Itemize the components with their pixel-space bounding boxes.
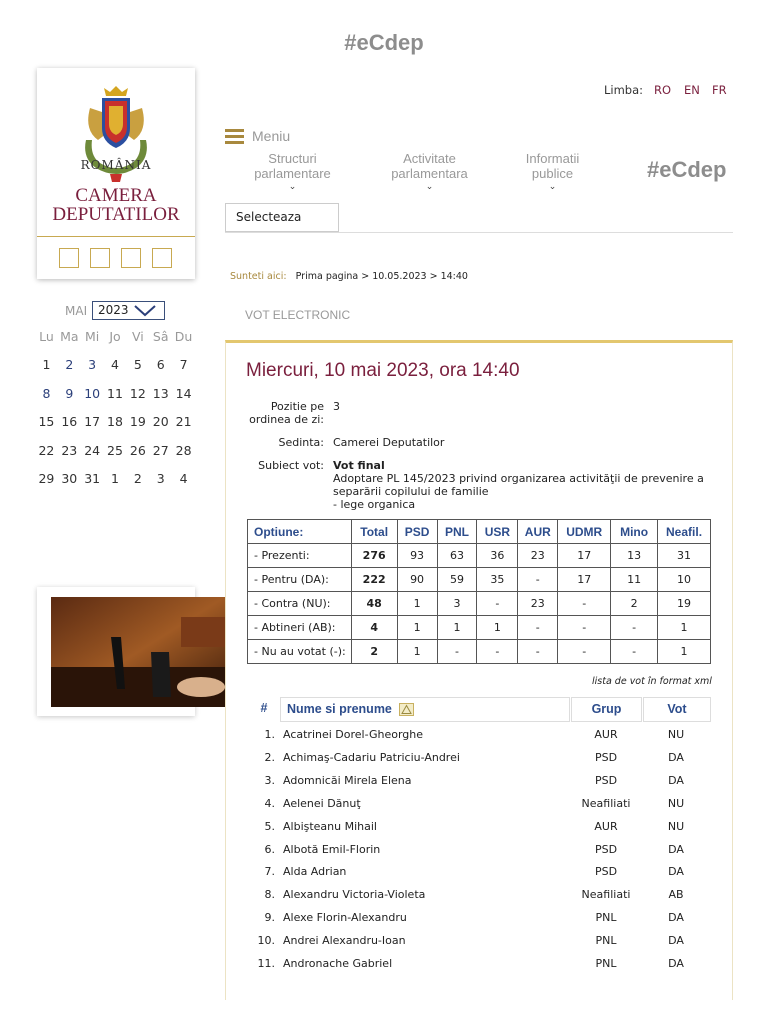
results-header-row [248,520,711,544]
voter-row [250,911,720,934]
chamber-name-line1: CAMERA [75,185,157,206]
weekday-label: Ma [60,328,79,344]
results-row-label: - Nu au votat (-): [248,640,352,664]
nav-item-line2: publice [531,166,574,181]
voter-vote: NU [667,728,685,741]
chevron-down-icon: ⌄ [425,181,434,191]
nav-item-line1: Structuri [268,151,317,166]
results-header-cell: PNL [437,520,477,544]
nav-item-informatii[interactable] [505,151,600,191]
calendar-day: 7 [179,357,188,373]
voter-group: PNL [595,957,617,970]
weekday-label: Du [174,328,193,344]
results-cell: 1 [397,640,437,664]
voter-number: 4. [264,796,275,810]
calendar-day: 19 [129,414,146,430]
results-header-cell: USR [477,520,518,544]
position-value: 3 [333,400,340,413]
calendar-day: 4 [179,471,188,487]
calendar-day: 6 [156,357,165,373]
voter-vote: DA [668,773,684,787]
results-cell: 31 [658,544,711,568]
voter-group: Neafiliati [581,888,631,902]
language-ro[interactable]: RO [654,83,672,97]
voter-vote: DA [668,934,684,948]
results-cell: 13 [611,544,658,568]
subject-type: - lege organica [333,498,416,511]
weekday-label: Jo [109,328,121,344]
results-cell: 3 [437,592,477,616]
results-cell: - [611,616,658,640]
year-select[interactable] [92,301,165,320]
header-divider [225,232,733,233]
country-name: ROMÂNIA [80,158,152,172]
voter-row [250,865,720,888]
voter-vote: DA [668,865,684,879]
breadcrumb [230,271,468,282]
chevron-down-icon: ⌄ [548,181,557,191]
voters-header-name-label: Nume si prenume [287,702,392,716]
voter-number: 5. [264,819,275,833]
calendar-day: 12 [129,385,146,401]
voters-header-vote: Vot [643,697,711,722]
vote-results-table [247,519,711,664]
results-row-label: - Pentru (DA): [248,568,352,592]
session-label: Sedinta: [278,436,324,449]
results-row [248,568,711,592]
social-icon-4[interactable] [152,248,172,268]
vote-date-title: Miercuri, 10 mai 2023, ora 14:40 [246,360,520,381]
calendar-day[interactable]: 10 [84,385,101,401]
calendar-day: 26 [129,442,146,458]
voter-number: 11. [257,957,275,970]
calendar-week [35,351,195,380]
voter-row [250,751,720,774]
voter-row [250,797,720,820]
voter-name[interactable]: Alexandru Victoria-Violeta [283,888,426,902]
results-row [248,640,711,664]
results-cell: 63 [437,544,477,568]
nav-item-line1: Activitate [403,151,456,166]
photo-card[interactable] [37,587,195,716]
results-cell: - [518,568,558,592]
voter-name[interactable]: Acatrinei Dorel-Gheorghe [283,728,424,741]
voter-name[interactable]: Alda Adrian [283,865,347,879]
nav-item-structuri[interactable] [245,151,340,191]
voter-name[interactable]: Albotă Emil-Florin [283,842,381,856]
results-cell: 276 [351,544,397,568]
xml-list-link[interactable]: lista de vot în format xml [592,676,712,687]
chevron-down-icon: ⌄ [288,181,297,191]
results-cell: 23 [518,544,558,568]
nav-item-line2: parlamentara [391,166,468,181]
results-cell: 10 [658,568,711,592]
voter-number: 9. [264,911,275,925]
voter-name[interactable]: Andrei Alexandru-Ioan [283,934,406,948]
voters-header-num: # [260,701,268,715]
voter-number: 10. [257,934,275,948]
breadcrumb-path[interactable]: Prima pagina > 10.05.2023 > 14:40 [295,271,468,282]
calendar-weekdays [35,322,195,351]
results-cell: 17 [558,544,611,568]
calendar-day: 20 [152,414,169,430]
chamber-name-line2: DEPUTATILOR [52,204,180,225]
results-header-cell: AUR [518,520,558,544]
voter-name[interactable]: Albişteanu Mihail [283,819,377,833]
chevron-down-icon [134,304,156,317]
results-row [248,544,711,568]
voter-number: 2. [264,750,275,764]
weekday-label: Vi [131,328,144,344]
calendar-day[interactable]: 2 [65,357,74,373]
voter-row [250,843,720,866]
voter-row [250,888,720,911]
year-value: 2023 [98,303,129,317]
results-cell: - [437,640,477,664]
nav-item-activitate[interactable] [382,151,477,191]
results-header-cell: Mino [611,520,658,544]
voter-number: 6. [264,842,275,856]
results-cell: 19 [658,592,711,616]
voter-number: 7. [264,865,275,879]
calendar-month: MAI [65,304,88,318]
results-cell: 2 [611,592,658,616]
voter-row [250,934,720,957]
results-header-cell: Neafil. [658,520,711,544]
voter-group: PNL [595,911,617,925]
parliament-photo [51,597,225,707]
site-title[interactable]: #eCdep [344,30,424,55]
results-cell: 17 [558,568,611,592]
results-cell: - [518,616,558,640]
language-fr[interactable]: FR [712,83,727,97]
session-value: Camerei Deputatilor [333,436,445,449]
voter-vote: DA [668,957,684,970]
calendar-week [35,379,195,408]
subject-title: Vot final [333,459,385,472]
voters-header-name[interactable] [280,697,570,722]
results-cell: - [611,640,658,664]
voter-group: PNL [595,934,617,948]
chamber-name [37,186,195,224]
voter-row [250,957,720,980]
results-cell: 1 [658,640,711,664]
calendar-day: 11 [107,385,123,401]
voter-name[interactable]: Achimaş-Cadariu Patriciu-Andrei [283,750,460,764]
calendar-day: 1 [42,357,51,373]
calendar-day[interactable]: 9 [65,385,74,401]
calendar-day: 27 [152,442,169,458]
calendar-week [35,408,195,437]
weekday-label: Sâ [152,328,169,344]
results-cell: - [477,640,518,664]
calendar-day: 5 [133,357,142,373]
weekday-label: Mi [85,328,100,344]
subject-block [333,459,708,511]
calendar-day[interactable]: 8 [42,385,51,401]
results-cell: 90 [397,568,437,592]
calendar-day: 25 [107,442,123,458]
results-cell: 23 [518,592,558,616]
calendar-day: 14 [175,385,192,401]
breadcrumb-label: Sunteti aici: [230,271,287,282]
voter-vote: DA [668,750,684,764]
social-icon-3[interactable] [121,248,141,268]
voter-group: Neafiliati [581,796,631,810]
results-cell: - [558,616,611,640]
calendar-day: 21 [175,414,192,430]
results-row [248,616,711,640]
language-label: Limba: [604,83,644,97]
voter-vote: NU [667,819,685,833]
calendar-day: 16 [61,414,78,430]
voter-number: 1. [264,728,275,741]
voter-row [250,728,720,751]
results-row-label: - Contra (NU): [248,592,352,616]
results-row-label: - Abtineri (AB): [248,616,352,640]
menu-label[interactable]: Meniu [252,128,291,144]
calendar-day[interactable]: 3 [88,357,97,373]
results-cell: 4 [351,616,397,640]
calendar-day: 22 [38,442,55,458]
calendar-week [35,465,195,494]
calendar-day: 3 [156,471,165,487]
calendar-day: 31 [84,471,101,487]
voter-number: 3. [264,773,275,787]
calendar-day: 30 [61,471,78,487]
calendar-day: 23 [61,442,78,458]
voter-name[interactable]: Adomnicăi Mirela Elena [283,773,412,787]
voter-row [250,820,720,843]
voters-header-group: Grup [571,697,642,722]
calendar-day: 13 [152,385,169,401]
results-cell: 48 [351,592,397,616]
voter-group: AUR [594,728,618,741]
voter-vote: AB [668,888,684,902]
voter-row [250,774,720,797]
results-row-label: - Prezenti: [248,544,352,568]
nav-item-line2: parlamentare [254,166,331,181]
results-cell: 1 [437,616,477,640]
voter-name[interactable]: Alexe Florin-Alexandru [283,911,407,925]
nav-item-line1: Informatii [525,151,580,166]
social-icon-1[interactable] [59,248,79,268]
calendar-day: 28 [175,442,192,458]
calendar-grid [35,322,195,493]
logo-divider [37,236,195,237]
voter-vote: NU [667,796,685,810]
results-cell: - [558,592,611,616]
subject-label: Subiect vot: [258,459,324,472]
menu-icon[interactable] [225,129,244,144]
calendar-day: 4 [111,357,119,373]
voter-number: 8. [264,888,275,902]
results-row [248,592,711,616]
results-cell: 36 [477,544,518,568]
subject-text: Adoptare PL 145/2023 privind organizarea activităţii de prevenire a separării copilului de familie [333,472,704,498]
results-header-cell: PSD [397,520,437,544]
results-cell: - [518,640,558,664]
voter-name[interactable]: Aelenei Dănuţ [283,796,361,810]
weekday-label: Lu [39,328,54,344]
results-cell: 11 [611,568,658,592]
calendar-week [35,436,195,465]
voter-group: PSD [594,773,618,787]
select-dropdown[interactable]: Selecteaza [225,203,339,232]
voter-group: AUR [594,819,618,833]
calendar-day: 1 [111,471,119,487]
results-cell: 35 [477,568,518,592]
results-header-cell: Total [351,520,397,544]
calendar-day: 17 [84,414,101,430]
sort-icon[interactable] [399,703,414,716]
results-cell: 59 [437,568,477,592]
results-cell: 93 [397,544,437,568]
results-cell: 1 [397,592,437,616]
calendar-day: 29 [38,471,55,487]
voter-name[interactable]: Andronache Gabriel [283,957,393,970]
logo-card[interactable] [37,68,195,279]
results-header-cell: UDMR [558,520,611,544]
results-cell: - [477,592,518,616]
calendar-day: 24 [84,442,101,458]
calendar-day: 15 [38,414,55,430]
results-cell: - [558,640,611,664]
voter-group: PSD [594,842,618,856]
brand-logo[interactable]: #eCdep [647,157,727,182]
social-icon-2[interactable] [90,248,110,268]
results-cell: 1 [658,616,711,640]
calendar-day: 18 [107,414,123,430]
position-label: Pozitie pe ordinea de zi: [249,400,324,426]
calendar-day: 2 [133,471,142,487]
section-title: VOT ELECTRONIC [245,308,351,322]
language-en[interactable]: EN [684,83,700,97]
results-header-cell: Optiune: [248,520,352,544]
voter-group: PSD [594,750,618,764]
results-cell: 222 [351,568,397,592]
results-cell: 1 [397,616,437,640]
voter-vote: DA [668,842,684,856]
voter-vote: DA [668,911,684,925]
results-cell: 2 [351,640,397,664]
results-cell: 1 [477,616,518,640]
voter-group: PSD [594,865,618,879]
